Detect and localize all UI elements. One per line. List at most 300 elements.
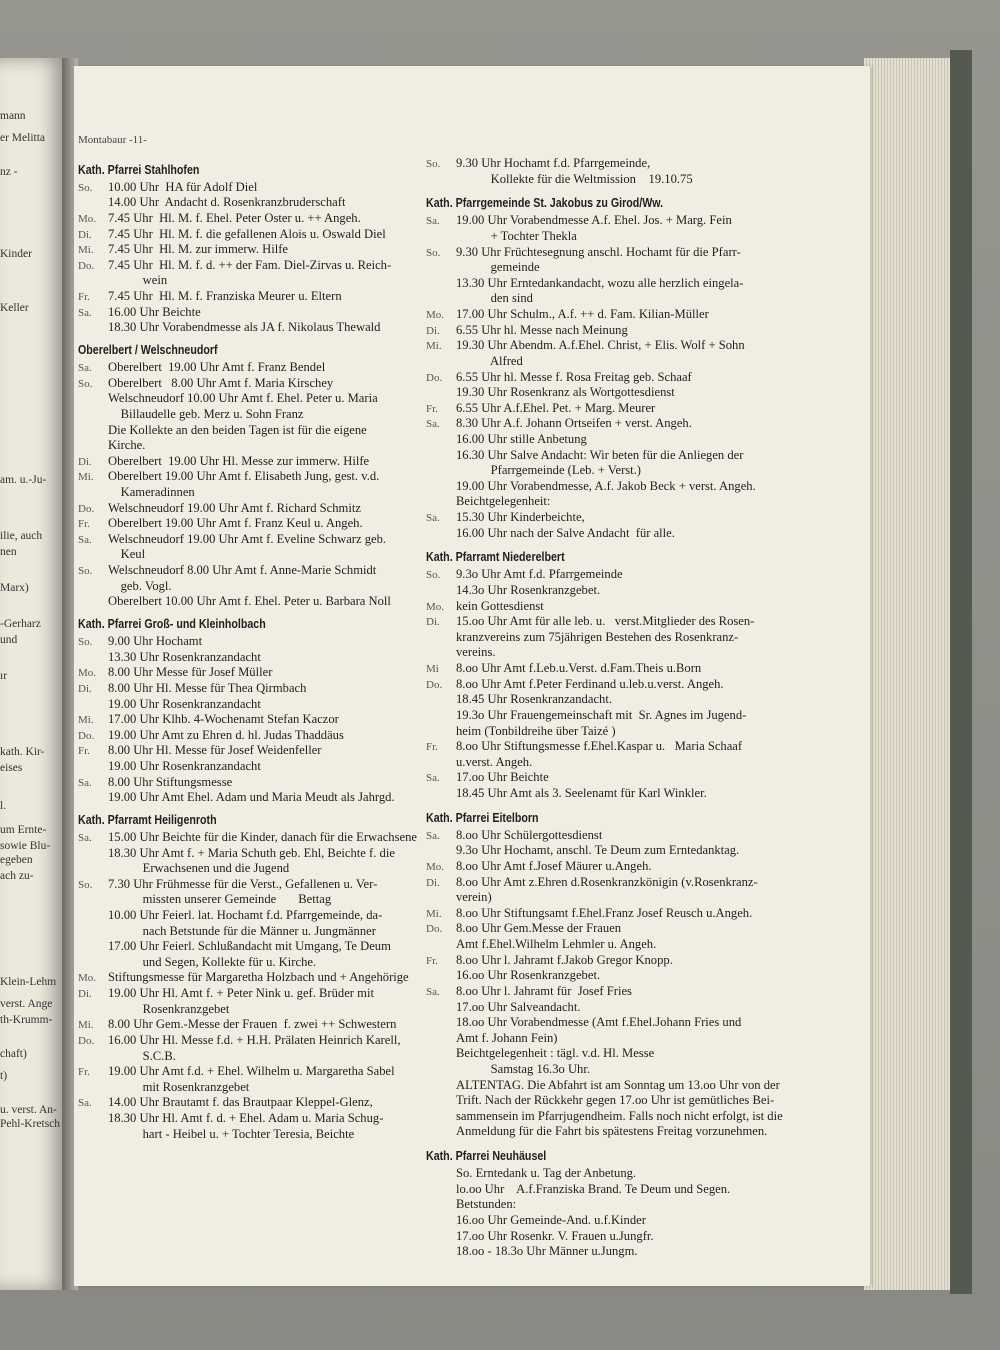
schedule-line	[426, 875, 836, 891]
schedule-line	[426, 937, 836, 953]
day-label: Do.	[78, 1034, 95, 1047]
schedule-line	[426, 276, 836, 292]
entry-text: 19.00 Uhr Rosenkranzandacht	[108, 696, 261, 711]
schedule-line	[78, 516, 430, 532]
entry-text: geb. Vogl.	[108, 578, 172, 593]
entry-text: 9.00 Uhr Hochamt	[108, 634, 203, 649]
schedule-line	[78, 743, 430, 759]
schedule-line	[426, 401, 836, 417]
left-page-fragment: th-Krumm-	[0, 1014, 53, 1026]
schedule-line	[426, 828, 836, 844]
entry-text: vereins.	[456, 645, 496, 660]
entry-text: Oberelbert 19.00 Uhr Amt f. Franz Bendel	[108, 360, 326, 375]
entry-text: 16.00 Uhr stille Anbetung	[456, 432, 587, 446]
entry-text: 7.45 Uhr Hl. M. f. die gefallenen Alois u. Oswald Diel	[108, 226, 386, 241]
schedule-line	[426, 708, 836, 724]
entry-text: 8.00 Uhr Hl. Messe für Thea Qirmbach	[108, 680, 307, 695]
entry-text: 13.30 Uhr Rosenkranzandacht	[108, 649, 261, 664]
entry-text: ALTENTAG. Die Abfahrt ist am Sonntag um 13.oo Uhr von der	[456, 1077, 780, 1092]
entry-text: Keul	[108, 547, 146, 562]
entry-text: Oberelbert 10.00 Uhr Amt f. Ehel. Peter u. Barbara Noll	[108, 594, 391, 609]
schedule-line	[78, 501, 430, 517]
day-label: Fr.	[78, 1066, 90, 1079]
day-label: Mo.	[426, 860, 445, 873]
entry-text: 9.30 Uhr Hochamt f.d. Pfarrgemeinde,	[456, 156, 651, 170]
entry-text: wein	[108, 273, 168, 288]
schedule-line	[426, 1229, 836, 1245]
schedule-line	[78, 305, 430, 321]
entry-text: 19.00 Uhr Rosenkranzandacht	[108, 759, 261, 773]
day-label: Di.	[426, 876, 440, 889]
day-label: Sa.	[426, 829, 440, 842]
schedule-line	[426, 583, 836, 599]
entry-text: 17.oo Uhr Rosenkr. V. Frauen u.Jungfr.	[456, 1228, 654, 1243]
schedule-line	[426, 354, 836, 370]
entry-text: 10.00 Uhr HA für Adolf Diel	[108, 179, 258, 194]
schedule-line	[78, 376, 430, 392]
schedule-line	[426, 463, 836, 479]
entry-text: 16.oo Uhr Rosenkranzgebet.	[456, 968, 601, 983]
entry-text: 7.45 Uhr Hl. M. f. d. ++ der Fam. Diel-Zirvas u. Reich-	[108, 257, 392, 272]
schedule-line	[78, 485, 430, 501]
left-page	[0, 58, 66, 1290]
schedule-line	[78, 790, 430, 806]
day-label: Mo.	[78, 972, 97, 985]
left-page-fragment: egeben	[0, 854, 33, 866]
entry-text: 8.00 Uhr Stiftungsmesse	[108, 774, 233, 789]
schedule-line	[426, 859, 836, 875]
day-label: Mi.	[78, 1019, 94, 1032]
schedule-line	[78, 939, 430, 955]
entry-text: 19.00 Uhr Vorabendmesse, A.f. Jakob Beck + verst. Angeh.	[456, 478, 756, 493]
entry-text: So. Erntedank u. Tag der Anbetung.	[456, 1166, 637, 1181]
entry-text: + Tochter Thekla	[456, 228, 577, 243]
day-label: Mi	[426, 663, 439, 676]
day-label: Sa.	[426, 215, 440, 228]
schedule-line	[78, 211, 430, 227]
section-heading: Kath. Pfarrei Eitelborn	[426, 809, 539, 825]
section-heading: Kath. Pfarrgemeinde St. Jakobus zu Girod/Ww.	[426, 195, 664, 211]
entry-text: Betstunden:	[456, 1197, 517, 1212]
left-page-fragment: am. u.-Ju-	[0, 474, 47, 486]
entry-text: Kirche.	[108, 438, 146, 453]
day-label: Sa.	[78, 1097, 92, 1110]
entry-text: 16.00 Uhr Beichte	[108, 304, 201, 319]
entry-text: 15.30 Uhr Kinderbeichte,	[456, 510, 585, 525]
schedule-line	[78, 563, 430, 579]
schedule-line	[78, 532, 430, 548]
day-label: Mo.	[78, 667, 97, 680]
schedule-line	[78, 877, 430, 893]
entry-text: 8.oo Uhr Schülergottesdienst	[456, 827, 603, 842]
day-label: Sa.	[426, 418, 440, 431]
schedule-line	[78, 579, 430, 595]
schedule-line	[426, 661, 836, 677]
left-page-fragment: kath. Kir-	[0, 746, 45, 758]
schedule-line	[78, 665, 430, 681]
entry-text: 8.oo Uhr Amt f.Leb.u.Verst. d.Fam.Theis u.Born	[456, 661, 702, 676]
entry-text: 17.00 Uhr Klhb. 4-Wochenamt Stefan Kaczor	[108, 712, 339, 727]
entry-text: 7.45 Uhr Hl. M. f. Ehel. Peter Oster u. ++ Angeh.	[108, 210, 361, 225]
entry-text: 8.oo Uhr l. Jahramt für Josef Fries	[456, 983, 632, 998]
section-heading: Oberelbert / Welschneudorf	[78, 341, 218, 357]
schedule-line	[426, 1213, 836, 1229]
entry-text: verein)	[456, 890, 492, 905]
schedule-line	[78, 469, 430, 485]
day-label: Sa.	[78, 306, 92, 319]
left-page-fragment: ır	[0, 670, 8, 682]
entry-text: Beichtgelegenheit:	[456, 494, 551, 509]
day-label: Mi.	[78, 471, 94, 484]
entry-text: 14.3o Uhr Rosenkranzgebet.	[456, 583, 601, 598]
day-label: Do.	[426, 678, 443, 691]
schedule-line	[78, 289, 430, 305]
entry-text: 8.oo Uhr Stiftungsmesse f.Ehel.Kaspar u. Maria Schaaf	[456, 739, 743, 754]
entry-text: Amt f.Ehel.Wilhelm Lehmler u. Angeh.	[456, 937, 657, 952]
schedule-line	[78, 861, 430, 877]
entry-text: 14.00 Uhr Brautamt f. das Brautpaar Kleppel-Glenz,	[108, 1095, 373, 1110]
entry-text: Beichtgelegenheit : tägl. v.d. Hl. Messe	[456, 1046, 655, 1061]
entry-text: 15.00 Uhr Beichte für die Kinder, danach für die Erwachsene	[108, 829, 417, 844]
schedule-line	[78, 1002, 430, 1018]
entry-text: 16.oo Uhr Gemeinde-And. u.f.Kinder	[456, 1212, 646, 1227]
schedule-line	[78, 423, 430, 439]
schedule-line	[78, 728, 430, 744]
entry-text: Alfred	[456, 353, 523, 368]
schedule-line	[426, 770, 836, 786]
day-label: Di.	[426, 616, 440, 629]
entry-text: 17.oo Uhr Salveandacht.	[456, 999, 581, 1014]
schedule-line	[78, 1033, 430, 1049]
day-label: Mo.	[78, 212, 97, 225]
schedule-line	[426, 786, 836, 802]
entry-text: 8.oo Uhr Amt z.Ehren d.Rosenkranzkönigin (v.Rosenkranz-	[456, 874, 758, 889]
left-page-fragment: nz -	[0, 166, 18, 178]
schedule-line	[426, 338, 836, 354]
schedule-line	[426, 1166, 836, 1182]
schedule-line	[426, 755, 836, 771]
schedule-line	[78, 986, 430, 1002]
entry-text: Anmeldung für die Fahrt bis spätestens Freitag vorzunehmen.	[456, 1124, 768, 1139]
schedule-line	[78, 1111, 430, 1127]
day-label: Sa.	[78, 533, 92, 546]
entry-text: Welschneudorf 8.00 Uhr Amt f. Anne-Marie Schmidt	[108, 563, 377, 578]
schedule-line	[426, 323, 836, 339]
schedule-line	[426, 385, 836, 401]
schedule-line	[426, 890, 836, 906]
entry-text: S.C.B.	[108, 1048, 176, 1063]
section-heading: Kath. Pfarramt Heiligenroth	[78, 811, 217, 827]
schedule-line	[426, 213, 836, 229]
schedule-line	[426, 370, 836, 386]
entry-text: 10.00 Uhr Feierl. lat. Hochamt f.d. Pfarrgemeinde, da-	[108, 908, 383, 923]
entry-text: 7.45 Uhr Hl. M. zur immerw. Hilfe	[108, 242, 289, 257]
entry-text: Stiftungsmesse für Margaretha Holzbach und + Angehörige	[108, 970, 409, 985]
entry-text: kein Gottesdienst	[456, 598, 544, 613]
left-page-fragment: mann	[0, 110, 26, 122]
day-label: So.	[78, 181, 93, 194]
day-label: Do.	[78, 502, 95, 515]
entry-text: 7.30 Uhr Frühmesse für die Verst., Gefallenen u. Ver-	[108, 876, 378, 891]
entry-text: den sind	[456, 291, 533, 306]
entry-text: 8.00 Uhr Gem.-Messe der Frauen f. zwei ++ Schwestern	[108, 1017, 397, 1032]
entry-text: Erwachsenen und die Jugend	[108, 861, 290, 876]
entry-text: 18.30 Uhr Amt f. + Maria Schuth geb. Ehl, Beichte f. die	[108, 845, 395, 860]
schedule-line	[78, 273, 430, 289]
schedule-line	[426, 448, 836, 464]
entry-text: 8.oo Uhr Amt f.Peter Ferdinand u.leb.u.verst. Angeh.	[456, 676, 724, 691]
entry-text: 8.oo Uhr Amt f.Josef Mäurer u.Angeh.	[456, 858, 652, 873]
page-edges	[864, 58, 956, 1290]
section-heading: Kath. Pfarramt Niederelbert	[426, 549, 565, 565]
day-label: Di.	[78, 228, 92, 241]
entry-text: Kameradinnen	[108, 484, 195, 499]
day-label: Mi.	[426, 907, 442, 920]
schedule-line	[78, 970, 430, 986]
entry-text: 9.30 Uhr Früchtesegnung anschl. Hochamt für die Pfarr-	[456, 244, 741, 259]
book-cover-edge	[950, 50, 972, 1294]
entry-text: mit Rosenkranzgebet	[108, 1079, 250, 1094]
day-label: So.	[426, 246, 441, 259]
schedule-line	[426, 1046, 836, 1062]
schedule-line	[78, 1049, 430, 1065]
schedule-line	[426, 416, 836, 432]
day-label: So.	[78, 565, 93, 578]
schedule-line	[426, 156, 836, 172]
day-label: So.	[78, 878, 93, 891]
schedule-line	[426, 645, 836, 661]
left-page-fragment: t)	[0, 1070, 8, 1082]
entry-text: 6.55 Uhr hl. Messe nach Meinung	[456, 322, 628, 337]
schedule-line	[78, 908, 430, 924]
day-label: Sa.	[78, 362, 92, 375]
entry-text: 6.55 Uhr hl. Messe f. Rosa Freitag geb. Schaaf	[456, 369, 692, 384]
entry-text: 18.30 Uhr Vorabendmesse als JA f. Nikolaus Thewald	[108, 320, 381, 335]
schedule-line	[426, 630, 836, 646]
schedule-line	[426, 432, 836, 448]
left-page-fragment: Pehl-Kretsch	[0, 1118, 61, 1130]
entry-text: 13.30 Uhr Erntedankandacht, wozu alle herzlich eingela-	[456, 275, 744, 290]
schedule-line	[78, 227, 430, 243]
schedule-line	[426, 677, 836, 693]
entry-text: gemeinde	[456, 260, 540, 275]
entry-text: Welschneudorf 19.00 Uhr Amt f. Richard Schmitz	[108, 500, 361, 515]
left-page-fragment: ilie, auch	[0, 530, 43, 542]
entry-text: 19.00 Uhr Hl. Amt f. + Peter Nink u. gef. Brüder mit	[108, 986, 374, 1001]
day-label: Sa.	[78, 776, 92, 789]
schedule-line	[78, 681, 430, 697]
right-column	[426, 156, 836, 1260]
left-page-fragment: Klein-Lehm	[0, 976, 57, 988]
schedule-line	[78, 258, 430, 274]
schedule-line	[78, 846, 430, 862]
left-page-fragment: Keller	[0, 302, 29, 314]
schedule-line	[426, 984, 836, 1000]
entry-text: 16.00 Uhr nach der Salve Andacht für alle.	[456, 525, 675, 540]
entry-text: 19.00 Uhr Amt zu Ehren d. hl. Judas Thaddäus	[108, 727, 344, 742]
schedule-line	[426, 1093, 836, 1109]
left-page-fragment: Kinder	[0, 248, 32, 260]
entry-text: Kollekte für die Weltmission 19.10.75	[456, 171, 693, 186]
schedule-line	[78, 454, 430, 470]
schedule-line	[78, 634, 430, 650]
schedule-line	[426, 953, 836, 969]
day-label: Fr.	[78, 518, 90, 531]
day-label: Sa.	[426, 512, 440, 525]
left-page-fragment: verst. Ange	[0, 998, 53, 1010]
schedule-line	[78, 712, 430, 728]
entry-text: 8.oo Uhr l. Jahramt f.Jakob Gregor Knopp.	[456, 952, 673, 967]
day-label: Do.	[426, 923, 443, 936]
schedule-line	[426, 245, 836, 261]
left-page-fragment: ach zu-	[0, 870, 34, 882]
entry-text: 18.45 Uhr Amt als 3. Seelenamt für Karl Winkler.	[456, 786, 707, 801]
schedule-line	[78, 650, 430, 666]
schedule-line	[78, 759, 430, 775]
schedule-line	[426, 229, 836, 245]
entry-text: 16.00 Uhr Hl. Messe f.d. + H.H. Prälaten Heinrich Karell,	[108, 1032, 401, 1047]
entry-text: 8.oo Uhr Stiftungsamt f.Ehel.Franz Josef Reusch u.Angeh.	[456, 905, 753, 920]
entry-text: und Segen, Kollekte für u. Kirche.	[108, 954, 317, 969]
entry-text: 15.oo Uhr Amt für alle leb. u. verst.Mitglieder des Rosen-	[456, 614, 755, 629]
left-column	[78, 134, 430, 1142]
left-page-fragment: u. verst. An-	[0, 1104, 57, 1116]
entry-text: u.verst. Angeh.	[456, 754, 533, 769]
entry-text: 8.30 Uhr A.f. Johann Ortseifen + verst. Angeh.	[456, 416, 692, 431]
entry-text: Oberelbert 19.00 Uhr Amt f. Franz Keul u. Angeh.	[108, 516, 363, 531]
entry-text: 9.3o Uhr Hochamt, anschl. Te Deum zum Erntedanktag.	[456, 843, 740, 858]
entry-text: 19.3o Uhr Frauengemeinschaft mit Sr. Agnes im Jugend-	[456, 707, 747, 722]
entry-text: 14.00 Uhr Andacht d. Rosenkranzbruderschaft	[108, 195, 346, 210]
entry-text: Pfarrgemeinde (Leb. + Verst.)	[456, 463, 642, 478]
entry-text: 8.00 Uhr Messe für Josef Müller	[108, 665, 273, 680]
schedule-line	[78, 360, 430, 376]
entry-text: 19.00 Uhr Amt f.d. + Ehel. Wilhelm u. Margaretha Sabel	[108, 1064, 395, 1079]
schedule-line	[426, 724, 836, 740]
entry-text: Amt f. Johann Fein)	[456, 1030, 558, 1045]
schedule-line	[426, 567, 836, 583]
schedule-line	[78, 195, 430, 211]
schedule-line	[426, 843, 836, 859]
day-label: Di.	[78, 455, 92, 468]
day-label: Mi.	[78, 244, 94, 257]
schedule-line	[426, 1062, 836, 1078]
day-label: So.	[426, 158, 441, 170]
schedule-line	[426, 1182, 836, 1198]
entry-text: 7.45 Uhr Hl. M. f. Franziska Meurer u. Eltern	[108, 289, 342, 304]
left-page-fragment: eises	[0, 762, 23, 774]
day-label: Fr.	[78, 745, 90, 758]
day-label: Do.	[78, 729, 95, 742]
entry-text: 19.30 Uhr Rosenkranz als Wortgottesdienst	[456, 385, 675, 400]
schedule-line	[78, 180, 430, 196]
left-page-fragment: und	[0, 634, 18, 646]
entry-text: 16.30 Uhr Salve Andacht: Wir beten für die Anliegen der	[456, 447, 744, 462]
schedule-line	[78, 1127, 430, 1143]
schedule-line	[426, 1031, 836, 1047]
entry-text: Oberelbert 19.00 Uhr Amt f. Elisabeth Jung, gest. v.d.	[108, 469, 380, 484]
entry-text: 19.00 Uhr Amt Ehel. Adam und Maria Meudt als Jahrgd.	[108, 790, 395, 805]
schedule-line	[426, 307, 836, 323]
entry-text: 17.00 Uhr Feierl. Schlußandacht mit Umgang, Te Deum	[108, 939, 391, 954]
day-label: Di.	[426, 324, 440, 337]
schedule-line	[426, 614, 836, 630]
section-heading: Kath. Pfarrei Groß- und Kleinholbach	[78, 615, 266, 631]
entry-text: Samstag 16.3o Uhr.	[456, 1062, 590, 1076]
schedule-line	[78, 955, 430, 971]
schedule-line	[78, 1080, 430, 1096]
left-page-fragment: um Ernte-	[0, 824, 47, 836]
day-label: Sa.	[426, 772, 440, 785]
left-page-fragment: Marx)	[0, 582, 29, 594]
schedule-line	[78, 697, 430, 713]
schedule-line	[426, 526, 836, 542]
day-label: Mo.	[426, 309, 445, 322]
schedule-line	[426, 921, 836, 937]
schedule-line	[78, 407, 430, 423]
schedule-line	[426, 1124, 836, 1140]
day-label: Sa.	[78, 831, 92, 844]
day-label: Do.	[78, 259, 95, 272]
schedule-line	[426, 906, 836, 922]
schedule-line	[426, 1015, 836, 1031]
entry-text: 18.oo - 18.3o Uhr Männer u.Jungm.	[456, 1244, 638, 1259]
schedule-line	[426, 260, 836, 276]
schedule-line	[426, 172, 836, 188]
entry-text: Welschneudorf 10.00 Uhr Amt f. Ehel. Peter u. Maria	[108, 391, 378, 406]
schedule-line	[78, 775, 430, 791]
section-heading: Kath. Pfarrei Stahlhofen	[78, 161, 200, 177]
left-page-fragment: er Melitta	[0, 132, 46, 144]
schedule-line	[426, 599, 836, 615]
entry-text: missten unserer Gemeinde Bettag	[108, 892, 332, 907]
schedule-line	[78, 547, 430, 563]
entry-text: nach Betstunde für die Männer u. Jungmänner	[108, 923, 376, 938]
schedule-line	[426, 1000, 836, 1016]
left-page-fragment: -Gerharz	[0, 618, 41, 630]
entry-text: 18.oo Uhr Vorabendmesse (Amt f.Ehel.Johann Fries und	[456, 1015, 742, 1030]
page-header: Montabaur -11-	[78, 134, 147, 146]
schedule-line	[78, 1017, 430, 1033]
day-label: Mi.	[426, 340, 442, 353]
schedule-line	[78, 924, 430, 940]
schedule-line	[78, 1064, 430, 1080]
schedule-line	[426, 510, 836, 526]
schedule-line	[78, 242, 430, 258]
schedule-line	[426, 968, 836, 984]
schedule-line	[426, 1197, 836, 1213]
entry-text: 18.30 Uhr Hl. Amt f. d. + Ehel. Adam u. Maria Schug-	[108, 1111, 384, 1126]
day-label: Sa.	[426, 985, 440, 998]
schedule-line	[78, 1095, 430, 1111]
schedule-line	[78, 830, 430, 846]
entry-text: Trift. Nach der Rückkehr gegen 17.oo Uhr ist gemütliches Bei-	[456, 1093, 775, 1108]
entry-text: 17.oo Uhr Beichte	[456, 770, 549, 785]
day-label: So.	[78, 636, 93, 649]
entry-text: 8.oo Uhr Gem.Messe der Frauen	[456, 921, 622, 936]
entry-text: Rosenkranzgebet	[108, 1001, 230, 1016]
entry-text: 18.45 Uhr Rosenkranzandacht.	[456, 692, 612, 707]
day-label: Di.	[78, 988, 92, 1001]
schedule-line	[78, 391, 430, 407]
day-label: Fr.	[78, 291, 90, 304]
entry-text: Billaudelle geb. Merz u. Sohn Franz	[108, 406, 304, 421]
schedule-line	[426, 1244, 836, 1260]
entry-text: sammensein im Pfarrjugendheim. Falls noch nicht erfolgt, ist die	[456, 1108, 783, 1123]
schedule-line	[426, 291, 836, 307]
section-heading: Kath. Pfarrei Neuhäusel	[426, 1148, 547, 1164]
entry-text: Die Kollekte an den beiden Tagen ist für die eigene	[108, 422, 367, 437]
